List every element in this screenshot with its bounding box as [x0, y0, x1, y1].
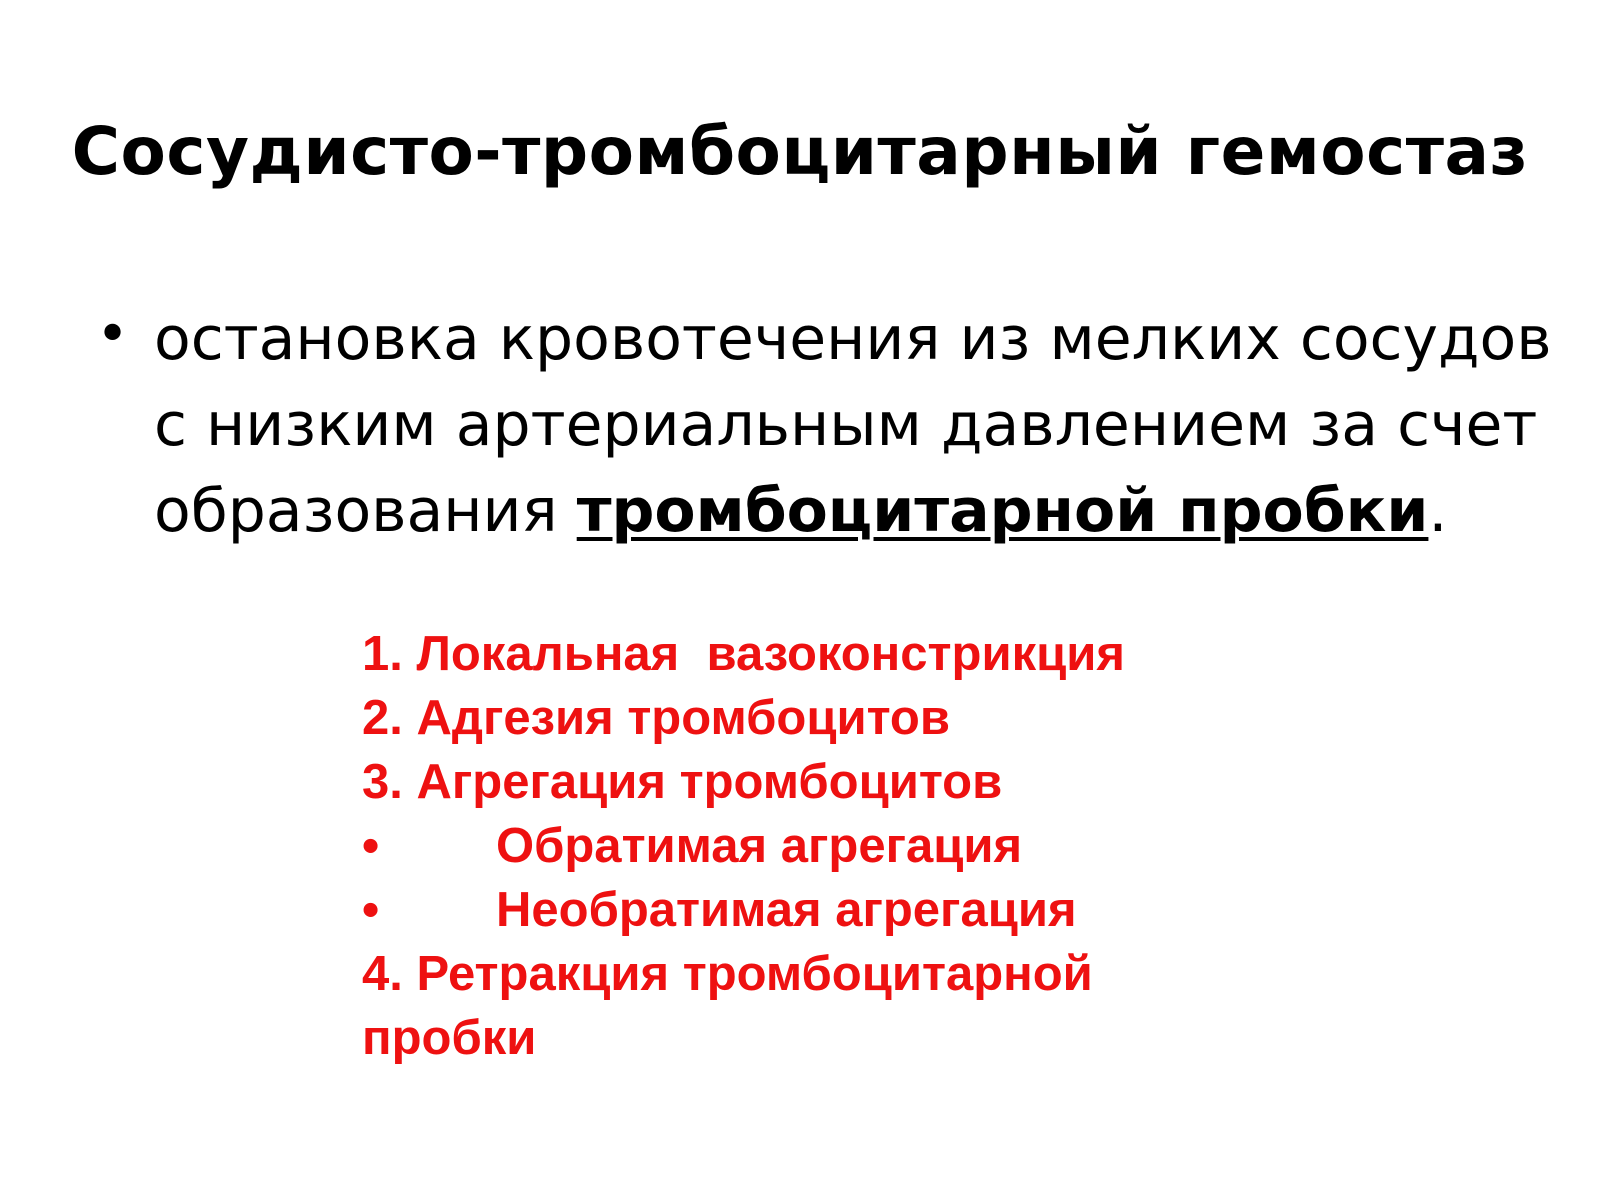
- step-item-4-line-2: пробки: [362, 1011, 537, 1065]
- step-item-3: 3. Агрегация тромбоцитов: [362, 755, 1003, 809]
- steps-list: [362, 622, 1362, 1070]
- bullet-paragraph: [96, 296, 1552, 554]
- slide-title: Сосудисто-тромбоцитарный гемостаз: [71, 113, 1529, 190]
- bullet-line-1: остановка кровотечения из мелких сосудов: [154, 304, 1552, 374]
- sub-step-marker: •: [362, 819, 380, 873]
- bullet-line-3: [154, 468, 1516, 554]
- sub-step-2: [362, 878, 1362, 942]
- emphasis-term: тромбоцитарной пробки: [576, 476, 1429, 546]
- bullet-line-3-prefix: образования: [154, 476, 577, 546]
- sub-step-label: Обратимая агрегация: [496, 819, 1023, 873]
- step-item-1: 1. Локальная вазоконстрикция: [362, 627, 1125, 681]
- bullet-marker: •: [96, 302, 130, 367]
- bullet-line-2: с низким артериальным давлением за счет: [154, 390, 1538, 460]
- sub-step-label: Необратимая агрегация: [496, 883, 1077, 937]
- sub-step-1: [362, 814, 1362, 878]
- step-item-2: 2. Адгезия тромбоцитов: [362, 691, 950, 745]
- sub-step-marker: •: [362, 883, 380, 937]
- bullet-line-3-suffix: .: [1428, 476, 1448, 546]
- step-item-4-line-1: 4. Ретракция тромбоцитарной: [362, 947, 1093, 1001]
